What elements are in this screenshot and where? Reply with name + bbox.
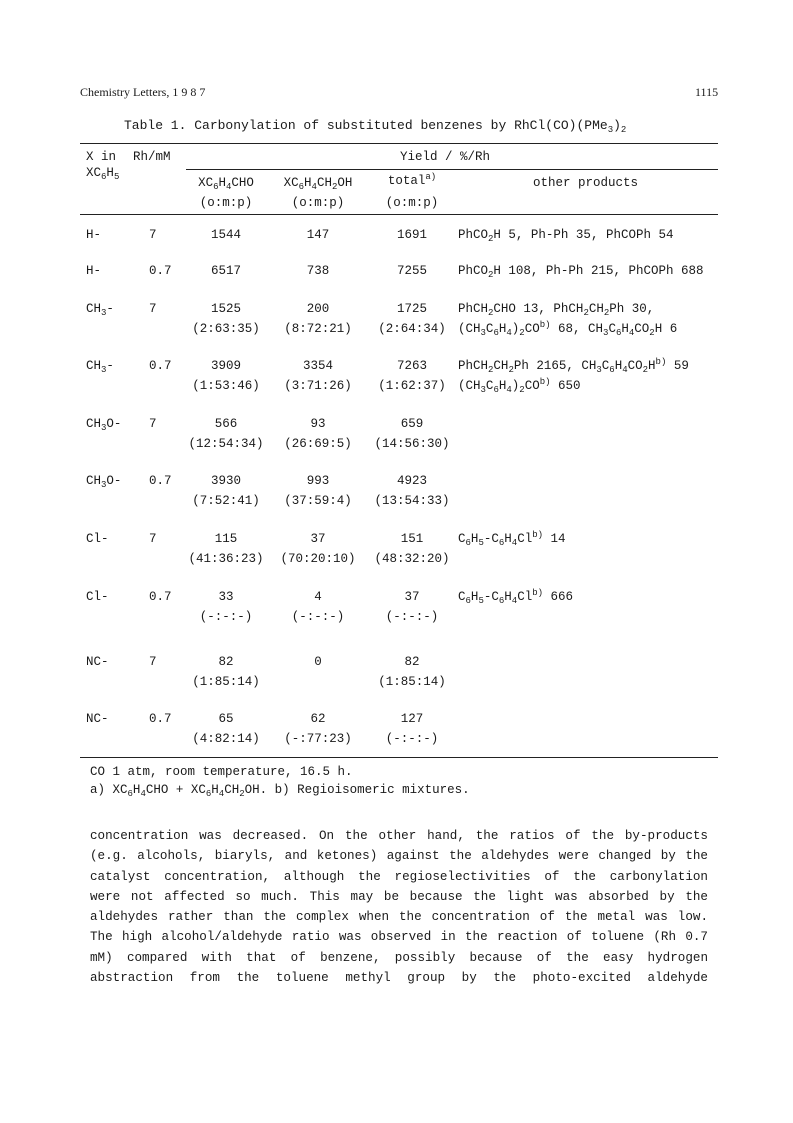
cell-other-products: $PhCH_2CH_2Ph$ 2165, $CH_3C_6H_4CO_2H^{b)}$ 59 <box>458 357 689 375</box>
cell-aldehyde-yield: 82 <box>218 655 234 669</box>
cell-total-ratio: (2:64:34) <box>378 322 446 336</box>
cell-aldehyde-yield: 65 <box>218 712 234 726</box>
cell-total-ratio: (-:-:-) <box>385 610 439 624</box>
table-caption: Table 1. Carbonylation of substituted benzenes by $RhCl(CO)(PMe_3)_2$ <box>124 118 627 135</box>
cell-total-ratio: (-:-:-) <box>385 732 439 746</box>
cell-substituent: Cl- <box>86 590 109 604</box>
cell-alcohol-yield: 147 <box>306 228 330 242</box>
cell-aldehyde-ratio: (12:54:34) <box>188 437 264 451</box>
cell-aldehyde-yield: 1544 <box>210 228 241 242</box>
cell-alcohol-yield: 738 <box>306 264 330 278</box>
cell-other-products-cont: $(CH_3C_6H_4)_2CO^{b)}$ 650 <box>458 377 581 395</box>
cell-other-products-cont: $(CH_3C_6H_4)_2CO^{b)}$ 68, $CH_3C_6H_4CO_2H$ 6 <box>458 320 678 338</box>
cell-other-products: $C_6H_5-C_6H_4Cl^{b)}$ 666 <box>458 588 574 606</box>
table-bottom-rule <box>80 757 718 758</box>
body-line: catalyst concentration, although the regioselectivities of the carbonylation <box>90 869 708 884</box>
cell-alcohol-yield: 4 <box>314 590 322 604</box>
body-line: (e.g. alcohols, biaryls, and ketones) against the aldehydes were changed by the <box>90 849 708 864</box>
header-other-products: other products <box>533 176 639 190</box>
cell-rh-concentration: 0.7 <box>149 712 172 726</box>
header-alcohol: $XC_6H_4CH_2OH$ <box>283 176 353 192</box>
cell-total-yield: 659 <box>400 417 424 431</box>
cell-alcohol-yield: 37 <box>310 532 326 546</box>
cell-substituent: H- <box>86 264 102 278</box>
cell-alcohol-yield: 62 <box>310 712 326 726</box>
cell-rh-concentration: 0.7 <box>149 359 172 373</box>
body-line: aldehydes rather than the complex when the concentration of the metal was low. <box>90 910 708 925</box>
cell-alcohol-ratio: (-:77:23) <box>284 732 352 746</box>
header-yield: Yield / %/Rh <box>400 150 491 164</box>
journal-running-head: Chemistry Letters, 1 9 8 7 <box>80 85 206 99</box>
cell-alcohol-yield: 3354 <box>302 359 333 373</box>
header-total: total$^{a)}$ <box>387 172 437 188</box>
table-top-rule <box>80 143 718 144</box>
header-x-in: X in <box>86 150 117 164</box>
cell-total-ratio: (14:56:30) <box>374 437 450 451</box>
cell-aldehyde-ratio: (1:85:14) <box>192 675 260 689</box>
cell-substituent: NC- <box>86 655 109 669</box>
cell-alcohol-yield: 93 <box>310 417 326 431</box>
cell-substituent: $CH_3O-$ <box>86 417 122 433</box>
cell-aldehyde-ratio: (-:-:-) <box>199 610 253 624</box>
cell-aldehyde-yield: 1525 <box>210 302 241 316</box>
header-ratio-total: (o:m:p) <box>385 196 439 210</box>
cell-alcohol-ratio: (26:69:5) <box>284 437 352 451</box>
cell-rh-concentration: 0.7 <box>149 474 172 488</box>
header-sub-rule <box>186 169 718 170</box>
cell-aldehyde-ratio: (41:36:23) <box>188 552 264 566</box>
cell-substituent: Cl- <box>86 532 109 546</box>
cell-alcohol-ratio: (-:-:-) <box>291 610 345 624</box>
cell-total-yield: 4923 <box>396 474 427 488</box>
header-ratio-aldehyde: (o:m:p) <box>199 196 253 210</box>
cell-substituent: NC- <box>86 712 109 726</box>
header-aldehyde: $XC_6H_4CHO$ <box>198 176 254 192</box>
cell-aldehyde-yield: 33 <box>218 590 234 604</box>
cell-other-products: PhCO$_2$H 108, Ph-Ph 215, PhCOPh 688 <box>458 264 704 280</box>
cell-rh-concentration: 7 <box>149 532 157 546</box>
cell-rh-concentration: 7 <box>149 228 157 242</box>
cell-total-ratio: (13:54:33) <box>374 494 450 508</box>
body-line: mM) compared with that of benzene, possibly because of the easy hydrogen <box>90 950 708 965</box>
page-number: 1115 <box>695 85 719 99</box>
cell-total-yield: 151 <box>400 532 424 546</box>
cell-alcohol-ratio: (70:20:10) <box>280 552 356 566</box>
cell-total-yield: 37 <box>404 590 420 604</box>
table-header-rule <box>80 214 718 215</box>
cell-substituent: $CH_3-$ <box>86 302 114 318</box>
cell-total-yield: 127 <box>400 712 424 726</box>
cell-total-ratio: (1:62:37) <box>378 379 446 393</box>
body-line: The high alcohol/aldehyde ratio was observed in the reaction of toluene (Rh 0.7 <box>90 930 708 945</box>
cell-alcohol-ratio: (8:72:21) <box>284 322 352 336</box>
cell-aldehyde-ratio: (4:82:14) <box>192 732 260 746</box>
cell-alcohol-yield: 200 <box>306 302 330 316</box>
cell-alcohol-yield: 0 <box>314 655 322 669</box>
cell-total-yield: 1725 <box>396 302 427 316</box>
cell-alcohol-ratio: (37:59:4) <box>284 494 352 508</box>
cell-aldehyde-yield: 6517 <box>210 264 241 278</box>
cell-aldehyde-yield: 3930 <box>210 474 241 488</box>
cell-aldehyde-ratio: (7:52:41) <box>192 494 260 508</box>
header-rh-mm: Rh/mM <box>133 150 171 164</box>
cell-rh-concentration: 0.7 <box>149 264 172 278</box>
cell-total-ratio: (1:85:14) <box>378 675 446 689</box>
body-line: were not affected so much. This may be because the light was absorbed by the <box>90 889 708 904</box>
cell-total-yield: 7263 <box>396 359 427 373</box>
cell-aldehyde-yield: 3909 <box>210 359 241 373</box>
cell-substituent: $CH_3-$ <box>86 359 114 375</box>
cell-total-yield: 82 <box>404 655 420 669</box>
cell-aldehyde-ratio: (2:63:35) <box>192 322 260 336</box>
cell-other-products: PhCH$_2$CHO 13, $PhCH_2CH_2Ph$ 30, <box>458 302 655 318</box>
body-paragraph <box>90 826 708 988</box>
cell-total-ratio: (48:32:20) <box>374 552 450 566</box>
cell-aldehyde-yield: 566 <box>214 417 238 431</box>
cell-rh-concentration: 0.7 <box>149 590 172 604</box>
cell-rh-concentration: 7 <box>149 302 157 316</box>
cell-rh-concentration: 7 <box>149 655 157 669</box>
cell-aldehyde-ratio: (1:53:46) <box>192 379 260 393</box>
cell-other-products: PhCO$_2$H 5, Ph-Ph 35, PhCOPh 54 <box>458 228 674 244</box>
cell-total-yield: 1691 <box>396 228 427 242</box>
cell-alcohol-ratio: (3:71:26) <box>284 379 352 393</box>
cell-other-products: $C_6H_5-C_6H_4Cl^{b)}$ 14 <box>458 530 566 548</box>
footnote-ab: a) $XC_6H_4CHO + XC_6H_4CH_2OH$. b) Regioisomeric mixtures. <box>90 783 470 799</box>
body-line: abstraction from the toluene methyl group by the photo-excited aldehyde <box>90 971 708 986</box>
header-ratio-alcohol: (o:m:p) <box>291 196 345 210</box>
cell-aldehyde-yield: 115 <box>214 532 238 546</box>
footnote-conditions: CO 1 atm, room temperature, 16.5 h. <box>90 765 353 779</box>
body-line: concentration was decreased. On the other hand, the ratios of the by-products <box>90 829 708 843</box>
cell-alcohol-yield: 993 <box>306 474 330 488</box>
cell-substituent: $CH_3O-$ <box>86 474 122 490</box>
header-xc6h5: $XC_6H_5$ <box>86 166 120 182</box>
cell-total-yield: 7255 <box>396 264 427 278</box>
cell-substituent: H- <box>86 228 102 242</box>
cell-rh-concentration: 7 <box>149 417 157 431</box>
